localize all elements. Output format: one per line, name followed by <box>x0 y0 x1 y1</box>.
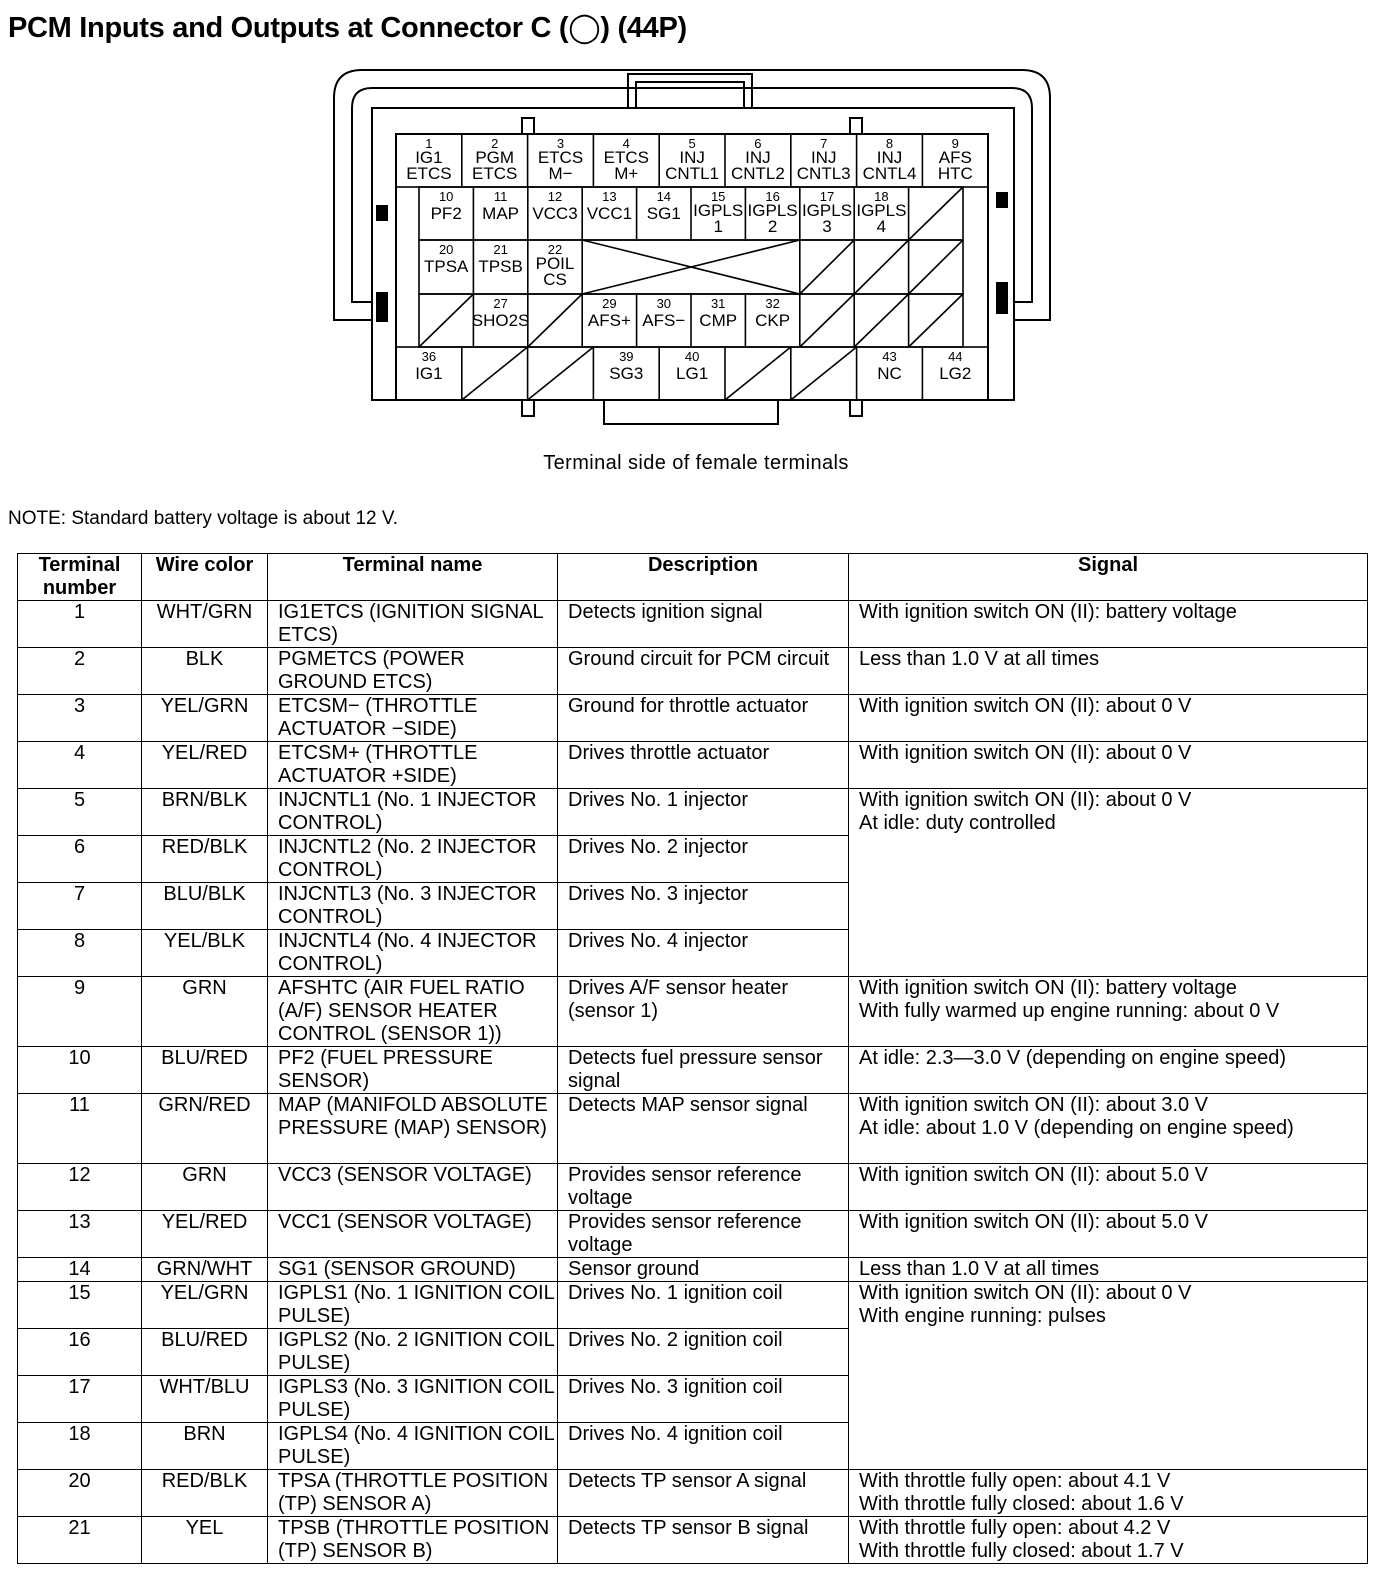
terminal-number-label: 4 <box>622 136 630 151</box>
terminal-name-cell: PF2 (FUEL PRESSURE SENSOR) <box>268 1047 558 1094</box>
terminal-signal-label: TPSA <box>423 257 469 276</box>
terminal-number-cell: 2 <box>18 648 142 695</box>
terminal-name-cell: IG1ETCS (IGNITION SIGNAL ETCS) <box>268 601 558 648</box>
signal-line: At idle: duty controlled <box>859 812 1056 834</box>
terminal-name-cell: INJCNTL2 (No. 2 INJECTOR CONTROL) <box>268 836 558 883</box>
wire-color-cell: RED/BLK <box>142 836 268 883</box>
wire-color-cell: BLU/BLK <box>142 883 268 930</box>
description-cell: Detects TP sensor B signal <box>558 1517 849 1564</box>
terminal-number-label: 10 <box>438 189 454 204</box>
terminal-signal-label: INJ <box>810 148 837 167</box>
terminal-table <box>17 553 1368 1564</box>
signal-line: With throttle fully closed: about 1.6 V <box>859 1493 1184 1515</box>
table-row <box>18 1211 1368 1258</box>
terminal-number-cell: 5 <box>18 789 142 836</box>
terminal-name-cell: AFSHTC (AIR FUEL RATIO (A/F) SENSOR HEATER CONTROL (SENSOR 1)) <box>268 977 558 1047</box>
table-row <box>18 1282 1368 1329</box>
table-row <box>18 695 1368 742</box>
terminal-signal-label: AFS <box>938 148 972 167</box>
terminal-signal-label: POIL <box>535 254 575 273</box>
terminal-signal-label: CNTL4 <box>862 164 917 183</box>
terminal-signal-label: PGM <box>475 148 515 167</box>
signal-line: With ignition switch ON (II): battery voltage <box>859 977 1237 999</box>
table-row <box>18 1164 1368 1211</box>
terminal-signal-label: HTC <box>937 164 973 183</box>
signal-line: With ignition switch ON (II): about 5.0 V <box>859 1164 1209 1186</box>
terminal-signal-label: PF2 <box>430 204 462 223</box>
terminal-signal-label: SHO2S <box>471 311 530 330</box>
terminal-signal-label: AFS− <box>642 311 686 330</box>
terminal-signal-label: ETCS <box>406 164 452 183</box>
description-cell: Drives No. 4 ignition coil <box>558 1423 849 1470</box>
wire-color-cell: WHT/GRN <box>142 601 268 648</box>
wire-color-cell: BRN <box>142 1423 268 1470</box>
header-description: Description <box>558 554 849 601</box>
terminal-name-cell: PGMETCS (POWER GROUND ETCS) <box>268 648 558 695</box>
description-cell: Drives No. 1 ignition coil <box>558 1282 849 1329</box>
terminal-signal-label: IGPLS <box>693 201 744 220</box>
description-cell: Provides sensor reference voltage <box>558 1211 849 1258</box>
terminal-signal-label: CNTL2 <box>730 164 785 183</box>
signal-cell <box>849 1094 1368 1164</box>
signal-line: With ignition switch ON (II): battery voltage <box>859 601 1237 623</box>
terminal-number-label: 21 <box>493 242 508 257</box>
terminal-number-label: 32 <box>765 296 780 311</box>
signal-line: Less than 1.0 V at all times <box>859 1258 1100 1280</box>
terminal-number-label: 8 <box>885 136 894 151</box>
terminal-number-label: 13 <box>602 189 617 204</box>
signal-line: At idle: 2.3—3.0 V (depending on engine speed) <box>859 1047 1286 1069</box>
wire-color-cell: BLU/RED <box>142 1329 268 1376</box>
description-cell: Drives No. 2 ignition coil <box>558 1329 849 1376</box>
signal-line: With throttle fully closed: about 1.7 V <box>859 1540 1184 1562</box>
terminal-signal-label: CNTL1 <box>665 164 720 183</box>
terminal-number-label: 36 <box>421 349 437 364</box>
signal-line: At idle: about 1.0 V (depending on engine speed) <box>859 1117 1294 1139</box>
terminal-signal-label: MAP <box>482 204 520 223</box>
terminal-number-label: 17 <box>819 189 835 204</box>
signal-line: With throttle fully open: about 4.2 V <box>859 1517 1171 1539</box>
description-cell: Drives A/F sensor heater (sensor 1) <box>558 977 849 1047</box>
table-row <box>18 601 1368 648</box>
terminal-number-label: 44 <box>948 349 963 364</box>
terminal-name-cell: INJCNTL3 (No. 3 INJECTOR CONTROL) <box>268 883 558 930</box>
wire-color-cell: BRN/BLK <box>142 789 268 836</box>
terminal-signal-label: VCC3 <box>532 204 578 223</box>
description-cell: Detects MAP sensor signal <box>558 1094 849 1164</box>
terminal-number-cell: 9 <box>18 977 142 1047</box>
signal-cell <box>849 1047 1368 1094</box>
terminal-signal-label: LG2 <box>939 364 972 383</box>
wire-color-cell: YEL/GRN <box>142 695 268 742</box>
terminal-signal-label: ETCS <box>537 148 584 167</box>
signal-line: With ignition switch ON (II): about 0 V <box>859 742 1192 764</box>
signal-cell <box>849 1517 1368 1564</box>
signal-line: With ignition switch ON (II): about 0 V <box>859 1282 1192 1304</box>
terminal-number-label: 2 <box>491 136 499 151</box>
terminal-number-cell: 16 <box>18 1329 142 1376</box>
terminal-signal-label: IGPLS <box>747 201 798 220</box>
terminal-signal-label: CMP <box>699 311 738 330</box>
terminal-name-cell: VCC3 (SENSOR VOLTAGE) <box>268 1164 558 1211</box>
description-cell: Sensor ground <box>558 1258 849 1282</box>
description-cell: Drives No. 3 injector <box>558 883 849 930</box>
signal-line: With fully warmed up engine running: about 0 V <box>859 1000 1280 1022</box>
wire-color-cell: YEL/RED <box>142 1211 268 1258</box>
terminal-name-cell: INJCNTL4 (No. 4 INJECTOR CONTROL) <box>268 930 558 977</box>
terminal-number-cell: 21 <box>18 1517 142 1564</box>
terminal-number-cell: 3 <box>18 695 142 742</box>
terminal-signal-label: CKP <box>755 311 791 330</box>
terminal-name-cell: IGPLS2 (No. 2 IGNITION COIL PULSE) <box>268 1329 558 1376</box>
wire-color-cell: WHT/BLU <box>142 1376 268 1423</box>
terminal-number-label: 11 <box>493 189 508 204</box>
terminal-signal-label: AFS+ <box>587 311 631 330</box>
table-row <box>18 1258 1368 1282</box>
terminal-number-cell: 11 <box>18 1094 142 1164</box>
header-signal: Signal <box>849 554 1368 601</box>
description-cell: Drives throttle actuator <box>558 742 849 789</box>
signal-cell <box>849 1211 1368 1258</box>
signal-cell <box>849 1470 1368 1517</box>
terminal-number-label: 43 <box>882 349 897 364</box>
terminal-number-label: 1 <box>425 136 433 151</box>
connector-diagram <box>0 0 1392 440</box>
terminal-signal-label: INJ <box>679 148 705 167</box>
terminal-number-cell: 12 <box>18 1164 142 1211</box>
table-row <box>18 1094 1368 1164</box>
signal-line: With engine running: pulses <box>859 1305 1106 1327</box>
terminal-number-cell: 17 <box>18 1376 142 1423</box>
connector-caption: Terminal side of female terminals <box>543 452 849 474</box>
terminal-signal-label: TPSB <box>478 257 523 276</box>
terminal-signal-label: M− <box>548 164 573 183</box>
terminal-name-cell: VCC1 (SENSOR VOLTAGE) <box>268 1211 558 1258</box>
signal-line: Less than 1.0 V at all times <box>859 648 1100 670</box>
terminal-number-label: 18 <box>874 189 889 204</box>
table-row <box>18 1470 1368 1517</box>
terminal-signal-label: 2 <box>767 217 778 236</box>
terminal-name-cell: TPSB (THROTTLE POSITION (TP) SENSOR B) <box>268 1517 558 1564</box>
terminal-name-cell: TPSA (THROTTLE POSITION (TP) SENSOR A) <box>268 1470 558 1517</box>
terminal-signal-label: CNTL3 <box>796 164 851 183</box>
signal-line: With ignition switch ON (II): about 3.0 V <box>859 1094 1209 1116</box>
terminal-number-label: 9 <box>951 136 959 151</box>
terminal-signal-label: IG1 <box>415 148 443 167</box>
table-row <box>18 1517 1368 1564</box>
terminal-signal-label: 4 <box>876 217 887 236</box>
signal-line: With ignition switch ON (II): about 0 V <box>859 789 1192 811</box>
header-terminal-number: Terminal number <box>18 554 142 601</box>
terminal-signal-label: SG3 <box>609 364 644 383</box>
table-row <box>18 977 1368 1047</box>
terminal-number-label: 16 <box>765 189 780 204</box>
terminal-signal-label: IGPLS <box>801 201 853 220</box>
signal-cell <box>849 695 1368 742</box>
terminal-name-cell: ETCSM− (THROTTLE ACTUATOR −SIDE) <box>268 695 558 742</box>
table-row <box>18 742 1368 789</box>
signal-cell <box>849 789 1368 977</box>
terminal-name-cell: IGPLS3 (No. 3 IGNITION COIL PULSE) <box>268 1376 558 1423</box>
signal-cell <box>849 1282 1368 1470</box>
signal-cell <box>849 648 1368 695</box>
description-cell: Ground for throttle actuator <box>558 695 849 742</box>
description-cell: Ground circuit for PCM circuit <box>558 648 849 695</box>
terminal-number-cell: 8 <box>18 930 142 977</box>
description-cell: Detects fuel pressure sensor signal <box>558 1047 849 1094</box>
terminal-number-label: 30 <box>656 296 672 311</box>
table-row <box>18 648 1368 695</box>
terminal-number-label: 6 <box>754 136 762 151</box>
header-terminal-name: Terminal name <box>268 554 558 601</box>
terminal-signal-label: ETCS <box>603 148 649 167</box>
terminal-number-cell: 13 <box>18 1211 142 1258</box>
terminal-signal-label: INJ <box>876 148 903 167</box>
terminal-number-cell: 6 <box>18 836 142 883</box>
signal-cell <box>849 1258 1368 1282</box>
description-cell: Drives No. 1 injector <box>558 789 849 836</box>
wire-color-cell: BLU/RED <box>142 1047 268 1094</box>
wire-color-cell: YEL/RED <box>142 742 268 789</box>
terminal-signal-label: M+ <box>614 164 639 183</box>
terminal-name-cell: IGPLS1 (No. 1 IGNITION COIL PULSE) <box>268 1282 558 1329</box>
terminal-name-cell: IGPLS4 (No. 4 IGNITION COIL PULSE) <box>268 1423 558 1470</box>
description-cell: Drives No. 3 ignition coil <box>558 1376 849 1423</box>
signal-cell <box>849 1164 1368 1211</box>
description-cell: Detects TP sensor A signal <box>558 1470 849 1517</box>
signal-line: With ignition switch ON (II): about 5.0 V <box>859 1211 1209 1233</box>
wire-color-cell: RED/BLK <box>142 1470 268 1517</box>
terminal-name-cell: SG1 (SENSOR GROUND) <box>268 1258 558 1282</box>
signal-cell <box>849 742 1368 789</box>
terminal-name-cell: MAP (MANIFOLD ABSOLUTE PRESSURE (MAP) SENSOR) <box>268 1094 558 1164</box>
wire-color-cell: BLK <box>142 648 268 695</box>
table-header-row <box>18 554 1368 601</box>
terminal-number-cell: 1 <box>18 601 142 648</box>
terminal-number-cell: 4 <box>18 742 142 789</box>
description-cell: Drives No. 4 injector <box>558 930 849 977</box>
table-row <box>18 1047 1368 1094</box>
terminal-number-label: 27 <box>493 296 508 311</box>
signal-cell <box>849 601 1368 648</box>
terminal-signal-label: LG1 <box>676 364 709 383</box>
table-row <box>18 789 1368 836</box>
terminal-signal-label: ETCS <box>472 164 518 183</box>
terminal-number-cell: 20 <box>18 1470 142 1517</box>
wire-color-cell: YEL/GRN <box>142 1282 268 1329</box>
terminal-number-label: 40 <box>684 349 700 364</box>
header-wire-color: Wire color <box>142 554 268 601</box>
terminal-signal-label: SG1 <box>646 204 681 223</box>
terminal-number-label: 31 <box>710 296 726 311</box>
terminal-signal-label: 3 <box>822 217 832 236</box>
terminal-number-cell: 10 <box>18 1047 142 1094</box>
terminal-number-label: 3 <box>556 136 565 151</box>
battery-note: NOTE: Standard battery voltage is about 12 V. <box>8 508 399 529</box>
terminal-number-label: 14 <box>656 189 672 204</box>
signal-cell <box>849 977 1368 1047</box>
terminal-name-cell: ETCSM+ (THROTTLE ACTUATOR +SIDE) <box>268 742 558 789</box>
terminal-number-label: 22 <box>547 242 563 257</box>
page-title: PCM Inputs and Outputs at Connector C (◯) (44P) <box>8 12 687 44</box>
terminal-signal-label: NC <box>877 364 902 383</box>
signal-line: With throttle fully open: about 4.1 V <box>859 1470 1171 1492</box>
signal-line: With ignition switch ON (II): about 0 V <box>859 695 1192 717</box>
terminal-signal-label: INJ <box>745 148 771 167</box>
terminal-number-label: 12 <box>547 189 563 204</box>
wire-color-cell: GRN/RED <box>142 1094 268 1164</box>
terminal-signal-label: VCC1 <box>586 204 633 223</box>
terminal-number-cell: 14 <box>18 1258 142 1282</box>
wire-color-cell: GRN <box>142 1164 268 1211</box>
terminal-number-label: 15 <box>710 189 726 204</box>
terminal-number-label: 5 <box>688 136 696 151</box>
description-cell: Provides sensor reference voltage <box>558 1164 849 1211</box>
terminal-signal-label: IGPLS <box>856 201 907 220</box>
terminal-number-label: 39 <box>619 349 634 364</box>
terminal-number-cell: 15 <box>18 1282 142 1329</box>
wire-color-cell: GRN/WHT <box>142 1258 268 1282</box>
terminal-number-label: 7 <box>820 136 828 151</box>
terminal-name-cell: INJCNTL1 (No. 1 INJECTOR CONTROL) <box>268 789 558 836</box>
terminal-number-label: 29 <box>602 296 617 311</box>
terminal-signal-label: CS <box>543 270 567 289</box>
wire-color-cell: YEL/BLK <box>142 930 268 977</box>
description-cell: Detects ignition signal <box>558 601 849 648</box>
wire-color-cell: GRN <box>142 977 268 1047</box>
terminal-signal-label: IG1 <box>415 364 443 383</box>
description-cell: Drives No. 2 injector <box>558 836 849 883</box>
wire-color-cell: YEL <box>142 1517 268 1564</box>
terminal-number-label: 20 <box>438 242 454 257</box>
terminal-number-cell: 7 <box>18 883 142 930</box>
terminal-number-cell: 18 <box>18 1423 142 1470</box>
terminal-signal-label: 1 <box>713 217 723 236</box>
